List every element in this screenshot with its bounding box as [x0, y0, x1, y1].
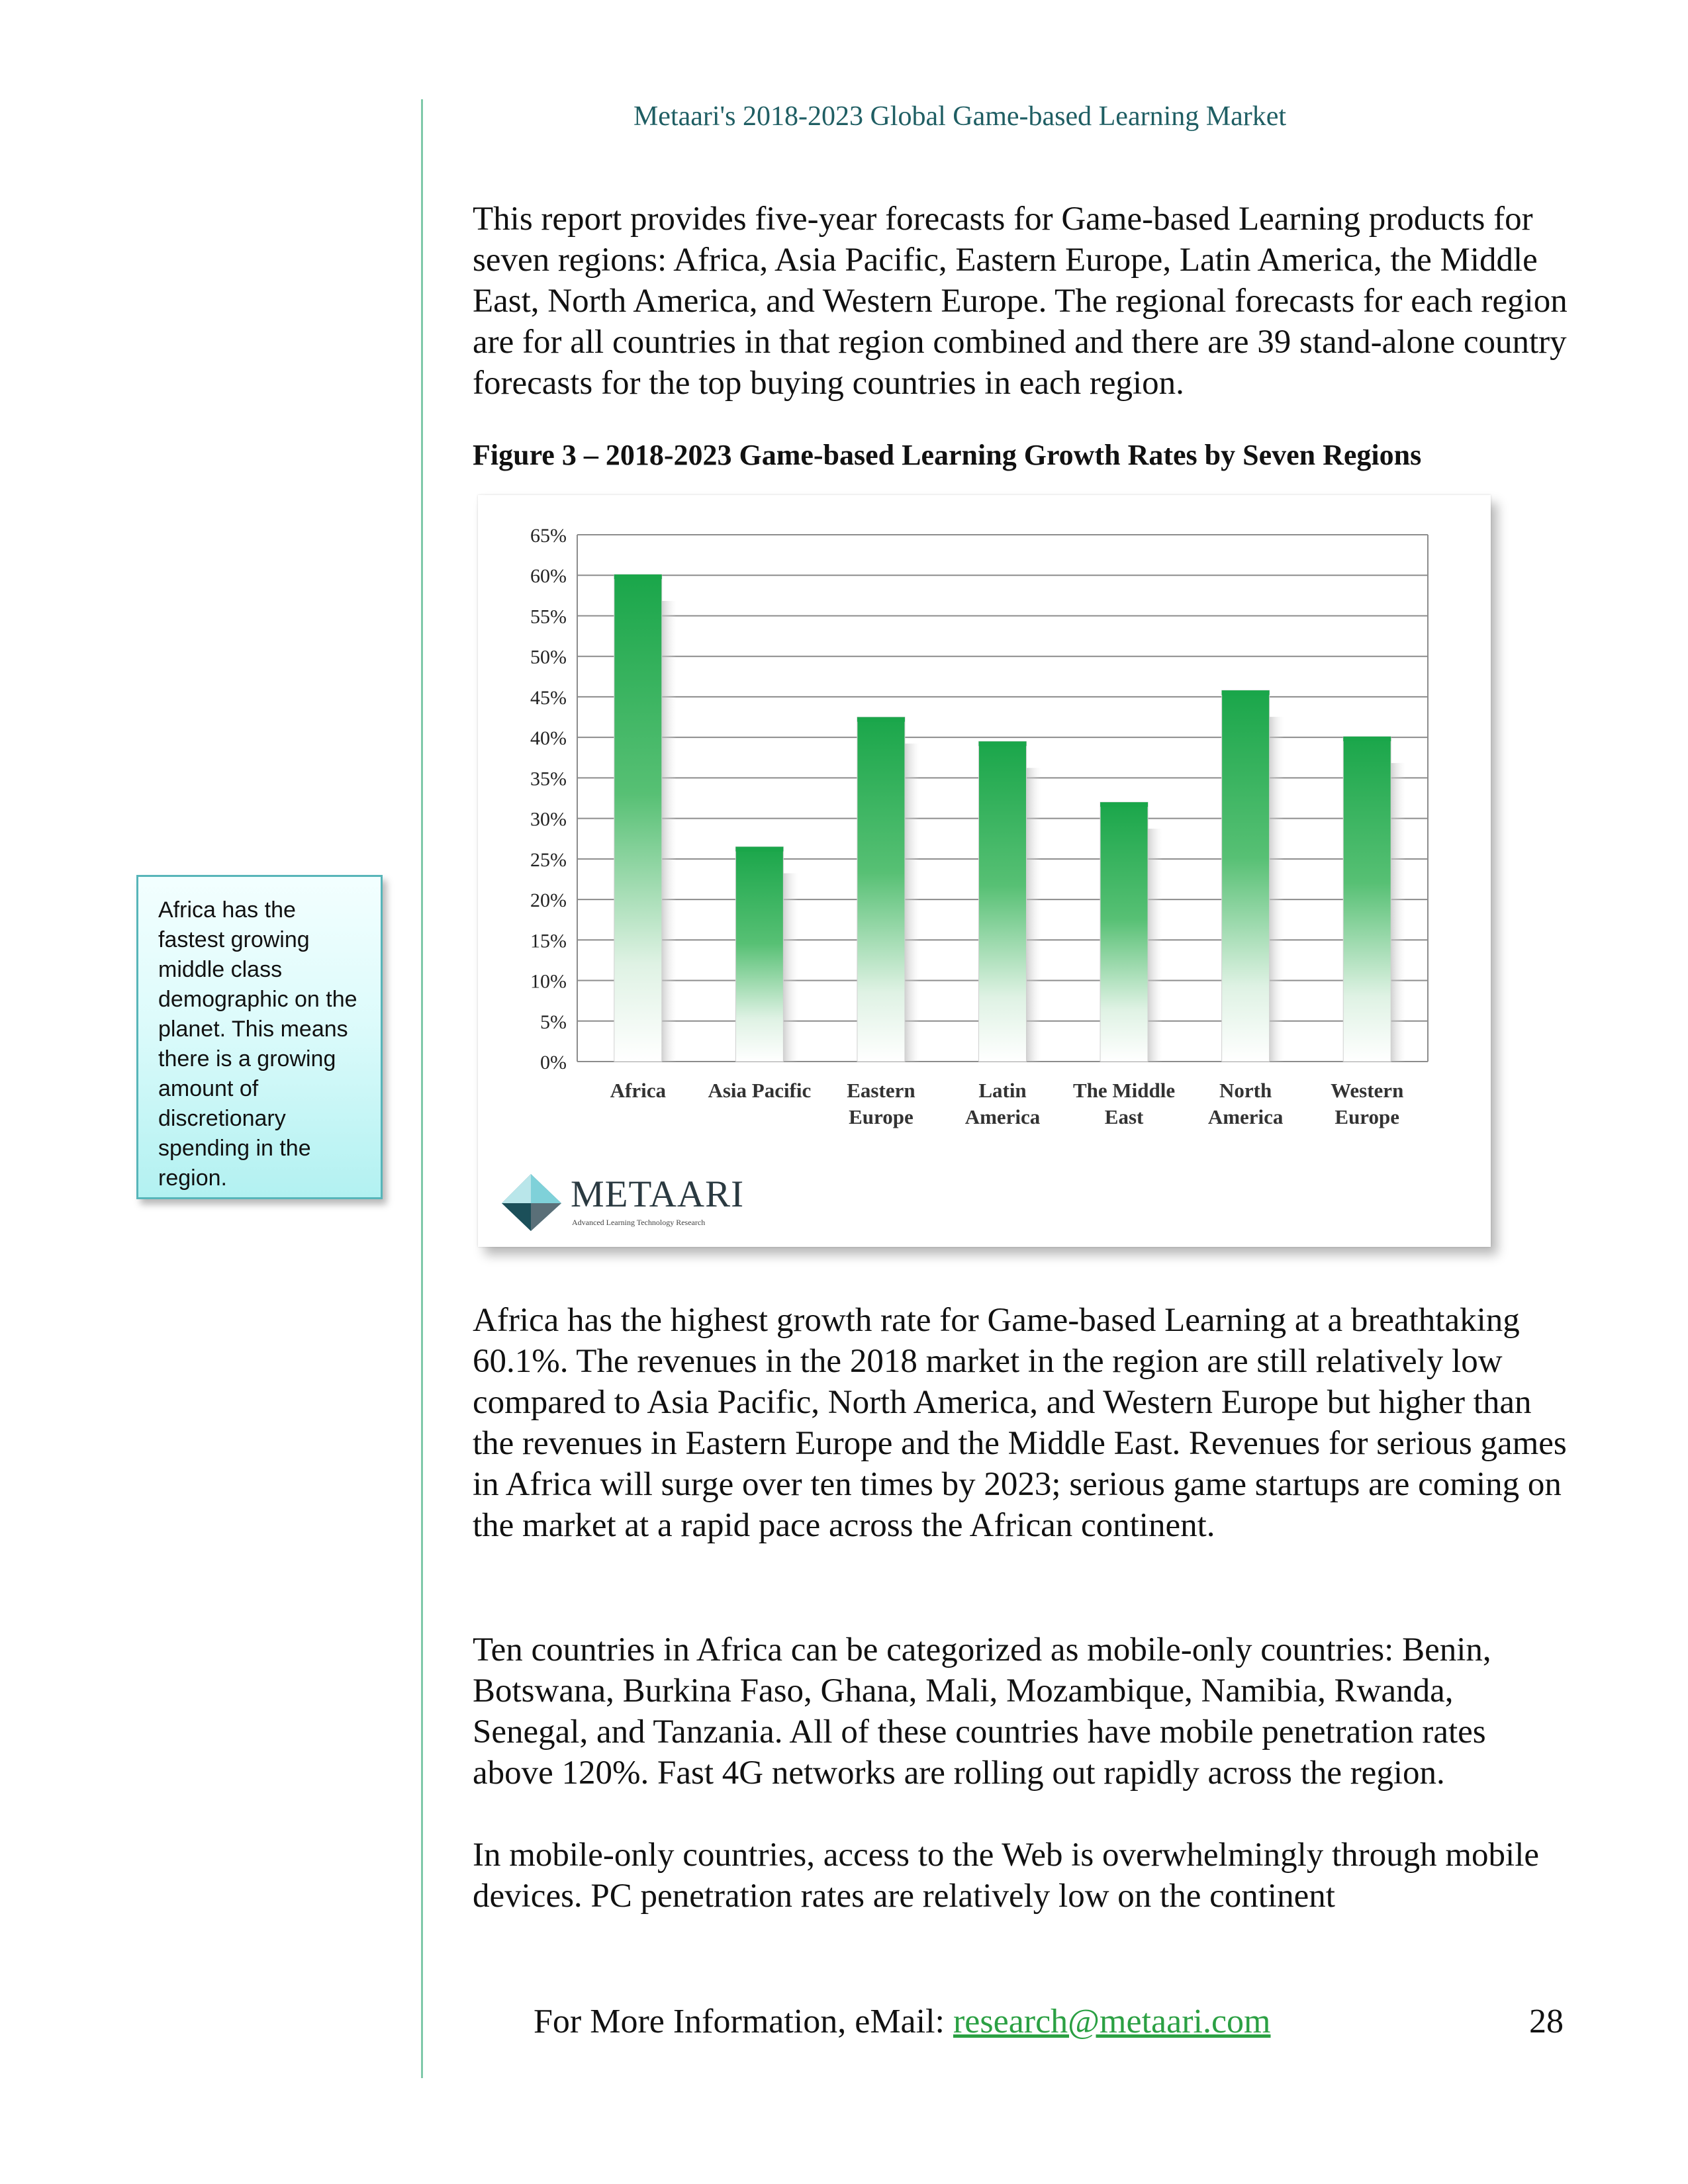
x-tick-label: East — [1104, 1105, 1144, 1128]
bar — [979, 741, 1027, 1062]
bar-cap — [735, 846, 783, 851]
intro-paragraph: This report provides five-year forecasts for Game-based Learning products for seven regions: Africa, Asia Pacific, Eastern Europe, Latin America, the Middle East, North America, and Western Europe. The regional forecasts for each region are for all countries in that region combined and there are 39 stand-alone country forecasts for the top buying countries in each region. — [473, 201, 1568, 402]
bar — [1222, 690, 1270, 1062]
x-tick-label: The Middle — [1072, 1079, 1176, 1102]
bar-shadow — [905, 744, 919, 1062]
figure-caption: Figure 3 – 2018-2023 Game-based Learning Growth Rates by Seven Regions — [473, 439, 1422, 471]
body-paragraph-2: Ten countries in Africa can be categorized as mobile-only countries: Benin, Botswana, Burkina Faso, Ghana, Mali, Mozambique, Namibia, Rwanda, Senegal, and Tanzania. All of these countries have mobile penetration rates above 120%. Fast 4G networks are rolling out rapidly across the region. — [473, 1631, 1491, 1792]
growth-rate-chart — [478, 495, 1491, 1247]
y-tick-label: 65% — [530, 525, 567, 547]
x-tick-label: Europe — [849, 1105, 914, 1128]
y-tick-label: 15% — [530, 930, 567, 952]
y-tick-label: 0% — [540, 1052, 567, 1073]
y-tick-label: 5% — [540, 1011, 567, 1033]
y-tick-label: 45% — [530, 686, 567, 709]
x-tick-label: North — [1219, 1079, 1272, 1102]
bar-cap — [979, 741, 1027, 746]
logo-wordmark: METAARI — [571, 1173, 745, 1215]
footer-label: For More Information, eMail: — [534, 2003, 945, 2040]
body-paragraph-3: In mobile-only countries, access to the Web is overwhelmingly through mobile devices. PC penetration rates are relatively low on the continent — [473, 1837, 1540, 1915]
x-tick-label: America — [964, 1105, 1041, 1128]
y-tick-label: 25% — [530, 848, 567, 871]
y-tick-label: 60% — [530, 565, 567, 588]
bar-cap — [1343, 737, 1391, 741]
y-tick-label: 50% — [530, 646, 567, 668]
bar — [614, 574, 662, 1062]
bar-cap — [857, 717, 905, 722]
running-header: Metaari's 2018-2023 Global Game-based Learning Market — [633, 101, 1287, 132]
bar-cap — [614, 574, 662, 579]
bar-cap — [1222, 690, 1270, 695]
x-tick-label: America — [1207, 1105, 1284, 1128]
email-link[interactable]: research@metaari.com — [953, 2003, 1271, 2040]
bar — [1100, 802, 1148, 1062]
x-tick-label: Western — [1331, 1079, 1404, 1102]
y-tick-label: 40% — [530, 727, 567, 750]
margin-rule — [421, 99, 423, 2078]
x-tick-label: Europe — [1335, 1105, 1400, 1128]
bar-shadow — [783, 873, 798, 1062]
bar — [857, 717, 905, 1062]
bar-cap — [1100, 802, 1148, 807]
y-tick-label: 35% — [530, 768, 567, 790]
bar-shadow — [1148, 829, 1162, 1062]
x-tick-label: Eastern — [847, 1079, 915, 1102]
footer — [534, 2002, 1271, 2041]
body-paragraph-1: Africa has the highest growth rate for Game-based Learning at a breathtaking 60.1%. The revenues in the 2018 market in the region are still relatively low compared to Asia Pacific, North America, and Western Europe but higher than the revenues in Eastern Europe and the Middle East. Revenues for serious games in Africa will surge over ten times by 2023; serious game startups are coming on the market at a rapid pace across the African continent. — [473, 1302, 1567, 1544]
page-number: 28 — [1529, 2003, 1564, 2040]
chart-frame — [478, 495, 1491, 1247]
y-tick-label: 55% — [530, 606, 567, 628]
logo-tagline: Advanced Learning Technology Research — [572, 1218, 706, 1227]
bar-shadow — [1270, 717, 1284, 1062]
bar-shadow — [1391, 763, 1405, 1062]
metaari-diamond-icon — [498, 1171, 564, 1232]
x-tick-label: Asia Pacific — [708, 1079, 812, 1102]
metaari-logo — [498, 1171, 749, 1232]
y-tick-label: 20% — [530, 889, 567, 912]
x-tick-label: Latin — [978, 1079, 1027, 1102]
y-tick-label: 10% — [530, 970, 567, 993]
y-tick-label: 30% — [530, 808, 567, 831]
x-tick-label: Africa — [610, 1079, 666, 1102]
bar-shadow — [1027, 768, 1041, 1062]
bar — [735, 846, 783, 1062]
bar-shadow — [662, 601, 677, 1062]
bar — [1343, 737, 1391, 1062]
sidebar-callout: Africa has the fastest growing middle class demographic on the planet. This means there is a growing amount of discretionary spending in the region. — [136, 875, 383, 1199]
